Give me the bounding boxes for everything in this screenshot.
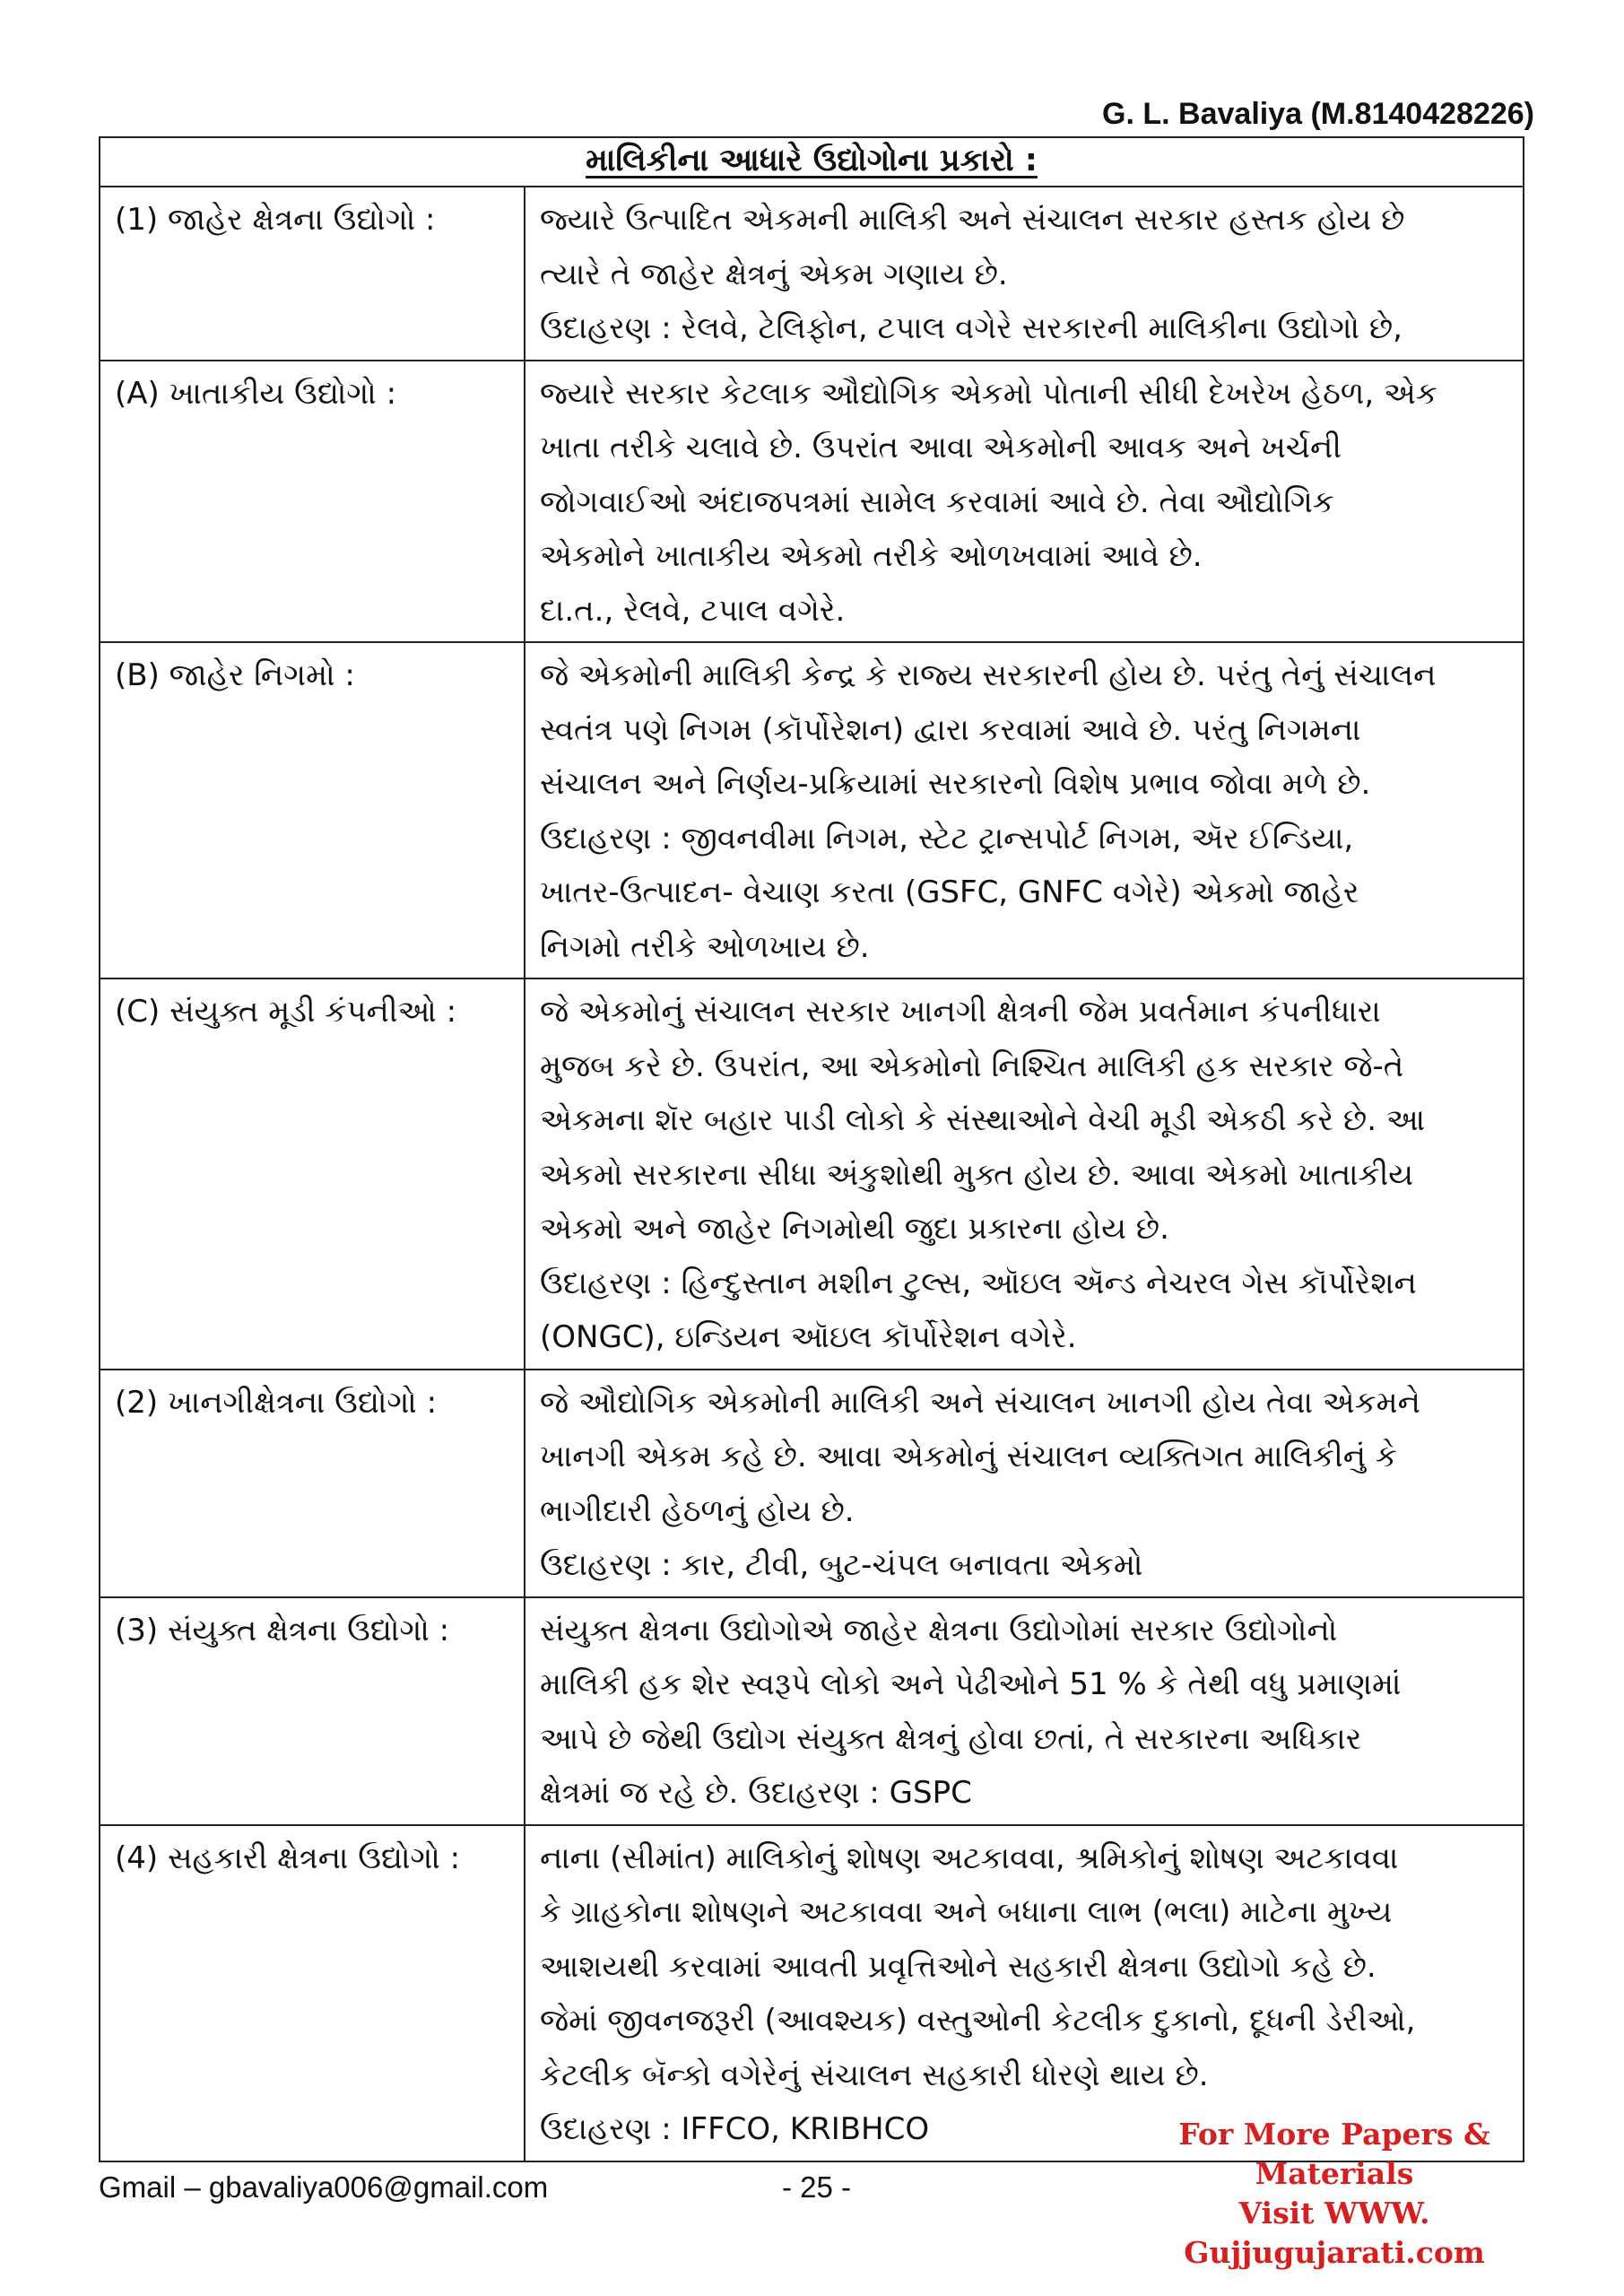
description-line: એકમોને ખાતાકીય એકમો તરીકે ઓળખવામાં આવે છે. xyxy=(540,538,1203,575)
promo-line-1: For More Papers & Materials xyxy=(1178,2117,1490,2191)
description-line: આશયથી કરવામાં આવતી પ્રવૃત્તિઓને સહકારી ક્ષેત્રના ઉદ્યોગો કહે છે. xyxy=(540,1948,1376,1985)
industry-category: (1) જાહેર ક્ષેત્રના ઉદ્યોગો : xyxy=(100,187,525,361)
description-line: જ્યારે ઉત્પાદિત એકમની માલિકી અને સંચાલન સરકાર હસ્તક હોય છે xyxy=(540,202,1405,239)
description-line: કેટલીક બૅન્કો વગેરેનું સંચાલન સહકારી ધોરણે થાય છે. xyxy=(540,2057,1209,2093)
description-line: નિગમો તરીકે ઓળખાય છે. xyxy=(540,928,870,965)
description-line: ભાગીદારી હેઠળનું હોય છે. xyxy=(540,1492,855,1529)
description-line: એકમના શૅર બહાર પાડી લોકો કે સંસ્થાઓને વેચી મૂડી એકઠી કરે છે. આ xyxy=(540,1102,1426,1139)
industry-description xyxy=(525,187,1524,361)
description-line: ઉદાહરણ : જીવનવીમા નિગમ, સ્ટેટ ટ્રાન્સપોર્ટ નિગમ, ઍર ઈન્ડિયા, xyxy=(540,820,1354,857)
industry-category: (3) સંયુક્ત ક્ષેત્રના ઉદ્યોગો : xyxy=(100,1597,525,1825)
table-row xyxy=(100,1370,1524,1597)
industry-category: (A) ખાતાકીય ઉદ્યોગો : xyxy=(100,361,525,643)
industry-category: (C) સંયુક્ત મૂડી કંપનીઓ : xyxy=(100,978,525,1370)
description-line: જે એકમોની માલિકી કેન્દ્ર કે રાજ્ય સરકારની હોય છે. પરંતુ તેનું સંચાલન xyxy=(540,657,1437,694)
industry-description xyxy=(525,642,1524,978)
description-line: ખાનગી એકમ કહે છે. આવા એકમોનું સંચાલન વ્યક્તિગત માલિકીનું કે xyxy=(540,1439,1397,1475)
industry-description xyxy=(525,1597,1524,1825)
description-line: જે એકમોનું સંચાલન સરકાર ખાનગી ક્ષેત્રની જેમ પ્રવર્તમાન કંપનીધારા xyxy=(540,994,1381,1031)
description-line: ઉદાહરણ : રેલવે, ટેલિફોન, ટપાલ વગેરે સરકારની માલિકીના ઉદ્યોગો છે, xyxy=(540,310,1403,347)
table-row xyxy=(100,361,1524,643)
table-row xyxy=(100,187,1524,361)
industry-description xyxy=(525,361,1524,643)
description-line: જેમાં જીવનજરૂરી (આવશ્યક) વસ્તુઓની કેટલીક દુકાનો, દૂધની ડેરીઓ, xyxy=(540,2003,1416,2039)
description-line: જોગવાઈઓ અંદાજપત્રમાં સામેલ કરવામાં આવે છે. તેવા ઔદ્યોગિક xyxy=(540,483,1334,520)
description-line: જે ઔદ્યોગિક એકમોની માલિકી અને સંચાલન ખાનગી હોય તેવા એકમને xyxy=(540,1384,1420,1421)
description-line: ઉદાહરણ : હિન્દુસ્તાન મશીન ટુલ્સ, ઑઇલ ઍન્ડ નેચરલ ગેસ કૉર્પોરેશન xyxy=(540,1265,1417,1301)
promo-line-2[interactable]: Visit WWW. Gujjugujarati.com xyxy=(1184,2196,1485,2270)
table-row xyxy=(100,642,1524,978)
description-line: (ONGC), ઇન્ડિયન ઑઇલ કૉર્પોરેશન વગેરે. xyxy=(540,1319,1077,1356)
author-header: G. L. Bavaliya (M.8140428226) xyxy=(1102,97,1534,131)
page-number: - 25 - xyxy=(782,2170,852,2204)
table-row xyxy=(100,978,1524,1370)
description-line: માલિકી હક શેર સ્વરૂપે લોકો અને પેઢીઓને 51 % કે તેથી વધુ પ્રમાણમાં xyxy=(540,1666,1402,1703)
table-body xyxy=(100,187,1524,2161)
description-line: ખાતર-ઉત્પાદન- વેચાણ કરતા (GSFC, GNFC વગેરે) એકમો જાહેર xyxy=(540,874,1359,911)
industry-description xyxy=(525,1370,1524,1597)
industry-description xyxy=(525,978,1524,1370)
description-line: ઉદાહરણ : IFFCO, KRIBHCO xyxy=(540,2111,930,2148)
description-line: કે ગ્રાહકોના શોષણને અટકાવવા અને બધાના લાભ (ભલા) માટેના મુખ્ય xyxy=(540,1894,1393,1931)
description-line: સંયુક્ત ક્ષેત્રના ઉદ્યોગોએ જાહેર ક્ષેત્રના ઉદ્યોગોમાં સરકાર ઉદ્યોગોનો xyxy=(540,1612,1338,1648)
table-row xyxy=(100,1597,1524,1825)
description-line: ઉદાહરણ : કાર, ટીવી, બુટ-ચંપલ બનાવતા એકમો xyxy=(540,1547,1143,1584)
table-title: માલિકીના આધારે ઉદ્યોગોના પ્રકારો : xyxy=(100,137,1524,187)
description-line: ત્યારે તે જાહેર ક્ષેત્રનું એકમ ગણાય છે. xyxy=(540,256,1008,292)
industries-table xyxy=(99,136,1524,2162)
industry-description xyxy=(525,1825,1524,2161)
description-line: દા.ત., રેલવે, ટપાલ વગેરે. xyxy=(540,592,846,629)
description-line: ક્ષેત્રમાં જ રહે છે. ઉદાહરણ : GSPC xyxy=(540,1775,972,1812)
description-line: મુજબ કરે છે. ઉપરાંત, આ એકમોનો નિશ્ચિત માલિકી હક સરકાર જે-તે xyxy=(540,1048,1404,1084)
industry-category: (2) ખાનગીક્ષેત્રના ઉદ્યોગો : xyxy=(100,1370,525,1597)
industry-category: (B) જાહેર નિગમો : xyxy=(100,642,525,978)
description-line: આપે છે જેથી ઉદ્યોગ સંયુક્ત ક્ષેત્રનું હોવા છતાં, તે સરકારના અધિકાર xyxy=(540,1720,1362,1757)
description-line: એકમો અને જાહેર નિગમોથી જુદા પ્રકારના હોય છે. xyxy=(540,1211,1169,1248)
description-line: ખાતા તરીકે ચલાવે છે. ઉપરાંત આવા એકમોની આવક અને ખર્ચની xyxy=(540,430,1342,466)
description-line: નાના (સીમાંત) માલિકોનું શોષણ અટકાવવા, શ્રમિકોનું શોષણ અટકાવવા xyxy=(540,1839,1399,1876)
table-title-row xyxy=(100,137,1524,187)
description-line: સ્વતંત્ર પણે નિગમ (કૉર્પોરેશન) દ્વારા કરવામાં આવે છે. પરંતુ નિગમના xyxy=(540,711,1361,748)
description-line: જ્યારે સરકાર કેટલાક ઔદ્યોગિક એકમો પોતાની સીધી દેખરેખ હેઠળ, એક xyxy=(540,375,1437,412)
industry-category: (4) સહકારી ક્ષેત્રના ઉદ્યોગો : xyxy=(100,1825,525,2161)
footer-email: Gmail – gbavaliya006@gmail.com xyxy=(99,2170,549,2204)
description-line: સંચાલન અને નિર્ણય-પ્રક્રિયામાં સરકારનો વિશેષ પ્રભાવ જોવા મળે છે. xyxy=(540,766,1371,803)
table-row xyxy=(100,1825,1524,2161)
promo-stamp[interactable] xyxy=(1101,2115,1568,2273)
description-line: એકમો સરકારના સીધા અંકુશોથી મુક્ત હોય છે. આવા એકમો ખાતાકીય xyxy=(540,1156,1414,1193)
